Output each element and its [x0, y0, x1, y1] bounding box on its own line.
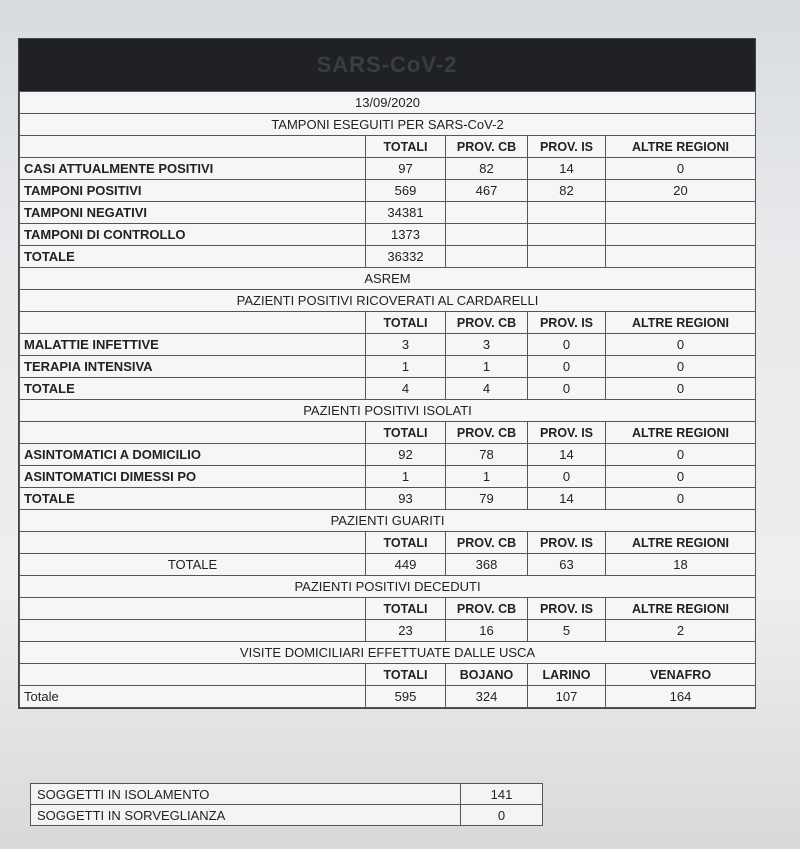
- col-header: PROV. IS: [528, 422, 606, 444]
- cell: 14: [528, 158, 606, 180]
- table-row: [20, 466, 756, 488]
- cell: 324: [446, 686, 528, 708]
- cell: 141: [461, 784, 543, 805]
- table-row: [20, 356, 756, 378]
- header-row: [20, 422, 756, 444]
- cell: [528, 202, 606, 224]
- cell: [528, 224, 606, 246]
- col-header: PROV. CB: [446, 136, 528, 158]
- cell: 0: [461, 805, 543, 826]
- table-row: [20, 686, 756, 708]
- col-header: TOTALI: [366, 136, 446, 158]
- cell: 164: [606, 686, 756, 708]
- cell: 0: [606, 466, 756, 488]
- table-row: [20, 180, 756, 202]
- table-row: [20, 620, 756, 642]
- table-row: [20, 158, 756, 180]
- cell: 63: [528, 554, 606, 576]
- col-header: VENAFRO: [606, 664, 756, 686]
- cell: 3: [446, 334, 528, 356]
- row-label: TAMPONI NEGATIVI: [20, 202, 366, 224]
- section-heading-row: [20, 642, 756, 664]
- col-header: TOTALI: [366, 532, 446, 554]
- col-header: ALTRE REGIONI: [606, 598, 756, 620]
- row-label: SOGGETTI IN SORVEGLIANZA: [31, 805, 461, 826]
- section-heading-row: [20, 290, 756, 312]
- table-row: [20, 334, 756, 356]
- cell: [446, 246, 528, 268]
- cell: 569: [366, 180, 446, 202]
- col-header: ALTRE REGIONI: [606, 532, 756, 554]
- row-label: TAMPONI DI CONTROLLO: [20, 224, 366, 246]
- section-heading-row: [20, 114, 756, 136]
- col-header: TOTALI: [366, 598, 446, 620]
- cell: 14: [528, 488, 606, 510]
- cell: 79: [446, 488, 528, 510]
- row-label: TERAPIA INTENSIVA: [20, 356, 366, 378]
- cell: 93: [366, 488, 446, 510]
- row-label: TOTALE: [20, 554, 366, 576]
- asrem-row: [20, 268, 756, 290]
- cell: 467: [446, 180, 528, 202]
- col-header: TOTALI: [366, 422, 446, 444]
- cell: 107: [528, 686, 606, 708]
- section-heading-row: [20, 400, 756, 422]
- spreadsheet: [18, 38, 756, 709]
- col-header: TOTALI: [366, 312, 446, 334]
- cell: [606, 224, 756, 246]
- table-row: [20, 378, 756, 400]
- asrem-label: ASREM: [20, 268, 756, 290]
- cell: 4: [446, 378, 528, 400]
- cell: 0: [606, 488, 756, 510]
- cell: 4: [366, 378, 446, 400]
- cell: 34381: [366, 202, 446, 224]
- date-row: [20, 92, 756, 114]
- deceduti-heading: PAZIENTI POSITIVI DECEDUTI: [20, 576, 756, 598]
- cell: 36332: [366, 246, 446, 268]
- report-date: 13/09/2020: [20, 92, 756, 114]
- col-header: TOTALI: [366, 664, 446, 686]
- cell: 1: [446, 466, 528, 488]
- col-header: PROV. IS: [528, 136, 606, 158]
- guariti-heading: PAZIENTI GUARITI: [20, 510, 756, 532]
- cell: 23: [366, 620, 446, 642]
- row-label: CASI ATTUALMENTE POSITIVI: [20, 158, 366, 180]
- cell: 14: [528, 444, 606, 466]
- cell: 18: [606, 554, 756, 576]
- cell: 1: [446, 356, 528, 378]
- cell: 0: [606, 444, 756, 466]
- col-header: LARINO: [528, 664, 606, 686]
- col-header: PROV. CB: [446, 422, 528, 444]
- cell: 368: [446, 554, 528, 576]
- table-row: [20, 202, 756, 224]
- table-row: [20, 224, 756, 246]
- table-row: [31, 784, 543, 805]
- col-header: ALTRE REGIONI: [606, 312, 756, 334]
- cell: 0: [606, 356, 756, 378]
- col-header: PROV. CB: [446, 312, 528, 334]
- row-label: MALATTIE INFETTIVE: [20, 334, 366, 356]
- header-row: [20, 664, 756, 686]
- table-row: [20, 444, 756, 466]
- col-header: PROV. IS: [528, 598, 606, 620]
- header-row: [20, 532, 756, 554]
- cell: [606, 202, 756, 224]
- cell: 0: [528, 356, 606, 378]
- cell: 0: [606, 334, 756, 356]
- cell: 20: [606, 180, 756, 202]
- cell: 78: [446, 444, 528, 466]
- cell: [446, 202, 528, 224]
- subjects-summary: [30, 783, 542, 826]
- cell: 97: [366, 158, 446, 180]
- row-label: TOTALE: [20, 246, 366, 268]
- col-header: PROV. CB: [446, 598, 528, 620]
- header-row: [20, 598, 756, 620]
- col-header: PROV. IS: [528, 532, 606, 554]
- ricoverati-heading: PAZIENTI POSITIVI RICOVERATI AL CARDARELLI: [20, 290, 756, 312]
- col-header: PROV. CB: [446, 532, 528, 554]
- data-table: [19, 91, 756, 708]
- visite-heading: VISITE DOMICILIARI EFFETTUATE DALLE USCA: [20, 642, 756, 664]
- cell: [528, 246, 606, 268]
- cell: 0: [528, 466, 606, 488]
- col-header: BOJANO: [446, 664, 528, 686]
- row-label: ASINTOMATICI DIMESSI PO: [20, 466, 366, 488]
- cell: 0: [606, 158, 756, 180]
- cell: 16: [446, 620, 528, 642]
- row-label: SOGGETTI IN ISOLAMENTO: [31, 784, 461, 805]
- table-row: [20, 246, 756, 268]
- col-header: PROV. IS: [528, 312, 606, 334]
- isolati-heading: PAZIENTI POSITIVI ISOLATI: [20, 400, 756, 422]
- header-row: [20, 136, 756, 158]
- row-label: TOTALE: [20, 488, 366, 510]
- table-row: [20, 488, 756, 510]
- section-heading-row: [20, 510, 756, 532]
- cell: 0: [528, 378, 606, 400]
- col-header: ALTRE REGIONI: [606, 422, 756, 444]
- section-heading-row: [20, 576, 756, 598]
- row-label: TAMPONI POSITIVI: [20, 180, 366, 202]
- cell: 1: [366, 356, 446, 378]
- cell: 82: [446, 158, 528, 180]
- tamponi-heading: TAMPONI ESEGUITI PER SARS-CoV-2: [20, 114, 756, 136]
- cell: 2: [606, 620, 756, 642]
- cell: 92: [366, 444, 446, 466]
- sheet-title: SARS-CoV-2: [19, 39, 755, 91]
- row-label: ASINTOMATICI A DOMICILIO: [20, 444, 366, 466]
- col-header: ALTRE REGIONI: [606, 136, 756, 158]
- cell: 3: [366, 334, 446, 356]
- cell: [446, 224, 528, 246]
- table-row: [20, 554, 756, 576]
- cell: 1: [366, 466, 446, 488]
- cell: 595: [366, 686, 446, 708]
- header-row: [20, 312, 756, 334]
- cell: 0: [606, 378, 756, 400]
- cell: 0: [528, 334, 606, 356]
- cell: 449: [366, 554, 446, 576]
- cell: [606, 246, 756, 268]
- cell: 5: [528, 620, 606, 642]
- cell: 1373: [366, 224, 446, 246]
- row-label: Totale: [20, 686, 366, 708]
- table-row: [31, 805, 543, 826]
- cell: 82: [528, 180, 606, 202]
- row-label: TOTALE: [20, 378, 366, 400]
